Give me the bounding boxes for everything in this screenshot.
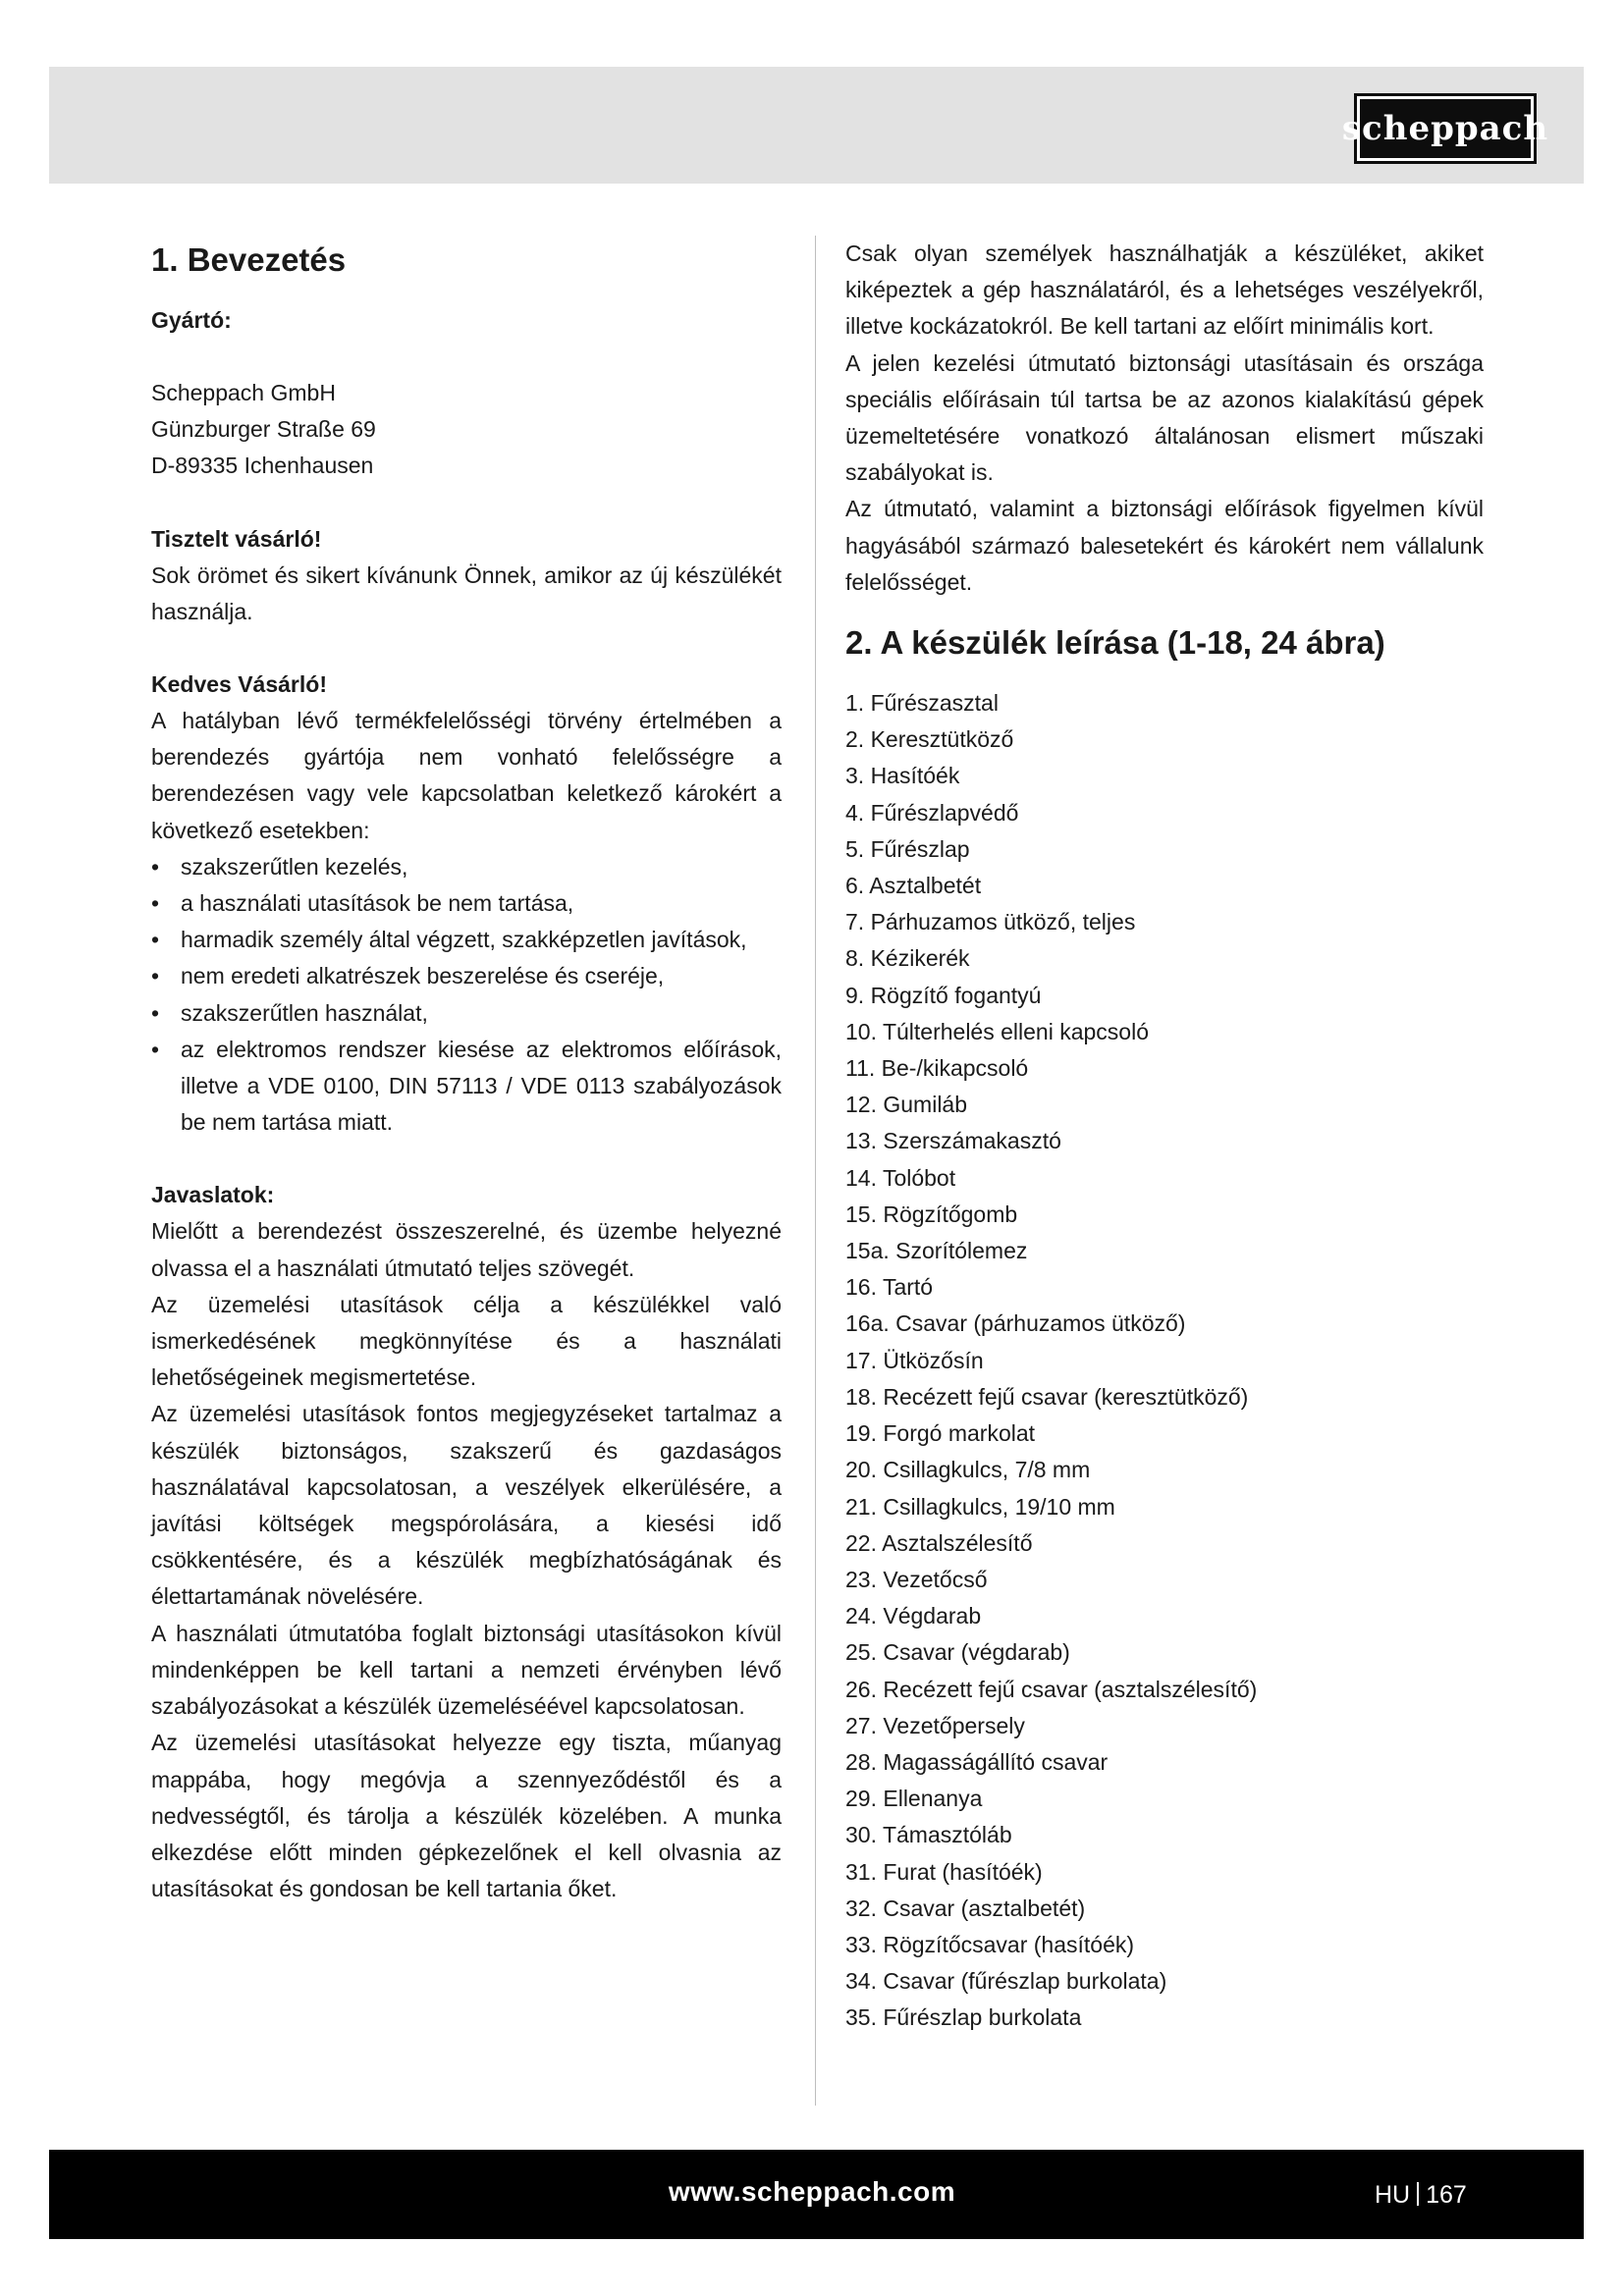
recommendation-paragraph: Az üzemelési utasításokat helyezze egy tiszta, műanyag mappába, hogy megóvja a szennyeződéstől és a nedvességtől, és tárolja a készülék közelében. A munka elkezdése előtt minden gépkezelőnek el kell olvasnia az utasításokat és gondosan be kell tartania őket. (151, 1730, 782, 1902)
list-item: 16a. Csavar (párhuzamos ütköző) (845, 1310, 1186, 1337)
list-item: • az elektromos rendszer kiesése az elektromos előírások, illetve a VDE 0100, DIN 57113 / VDE 0113 szabályozások be nem tartása miatt. (151, 1032, 782, 1142)
list-item: 15. Rögzítőgomb (845, 1201, 1018, 1227)
recommendation-paragraph: A használati útmutatóba foglalt biztonsági utasításokon kívül mindenképpen be kell tartani a nemzeti érvényben lévő szabályozásokat a készülék üzemeléséével kapcsolatosan. (151, 1620, 782, 1720)
list-item: 18. Recézett fejű csavar (keresztütköző) (845, 1383, 1249, 1410)
list-item: 21. Csillagkulcs, 19/10 mm (845, 1493, 1115, 1520)
page-number: 167 (1426, 2181, 1467, 2209)
list-item: 23. Vezetőcső (845, 1566, 988, 1592)
list-item: 3. Hasítóék (845, 763, 960, 789)
list-item: 32. Csavar (asztalbetét) (845, 1895, 1086, 1921)
liability-text: A hatályban lévő termékfelelősségi törvény értelmében a berendezés gyártója nem vonható felelősségre a berendezésen vagy vele kapcsolatban keletkező károkért a következő esetekben: (151, 708, 782, 843)
list-item: 25. Csavar (végdarab) (845, 1639, 1070, 1666)
list-item: 8. Kézikerék (845, 945, 970, 972)
recommendation-paragraph: Az üzemelési utasítások célja a készülékkel való ismerkedésének megkönnyítése és a használati lehetőségeinek megismertetése. (151, 1291, 782, 1391)
language-code: HU (1375, 2181, 1411, 2209)
list-item: 35. Fűrészlap burkolata (845, 2004, 1082, 2031)
address-line: D-89335 Ichenhausen (151, 453, 374, 479)
list-item: 12. Gumiláb (845, 1092, 968, 1118)
list-item: 10. Túlterhelés elleni kapcsoló (845, 1018, 1149, 1044)
list-item: 19. Forgó markolat (845, 1420, 1036, 1447)
list-item: 30. Támasztóláb (845, 1822, 1012, 1848)
list-item: • harmadik személy által végzett, szakképzetlen javítások, (151, 922, 782, 958)
list-item: 27. Vezetőpersely (845, 1712, 1025, 1738)
list-item: 16. Tartó (845, 1274, 934, 1301)
intro-paragraph: Az útmutató, valamint a biztonsági előírások figyelmen kívül hagyásából származó balesetekért és károkért nem vállalunk felelősséget. (845, 496, 1484, 595)
footer-website-link[interactable]: www.scheppach.com (668, 2176, 956, 2207)
list-item: 2. Keresztütköző (845, 726, 1014, 753)
list-item: 13. Szerszámakasztó (845, 1128, 1061, 1154)
brand-text: scheppach (1341, 109, 1549, 148)
left-column (151, 236, 782, 1907)
intro-paragraph: Csak olyan személyek használhatják a készüléket, akiket kiképeztek a gép használatáról, és a lehetséges veszélyekről, illetve kockázatokról. Be kell tartani az előírt minimális kort. (845, 240, 1484, 340)
list-item: 29. Ellenanya (845, 1786, 983, 1812)
section-title-description: 2. A készülék leírása (1-18, 24 ábra) (845, 624, 1385, 662)
list-item: 9. Rögzítő fogantyú (845, 982, 1042, 1008)
list-item: 31. Furat (hasítóék) (845, 1858, 1043, 1885)
list-item: 11. Be-/kikapcsoló (845, 1055, 1029, 1082)
intro-paragraph: A jelen kezelési útmutató biztonsági utasításain és országa speciális előírásain túl tartsa be az azonos kialakítású gépek üzemeltetésére vonatkozó általánosan elismert műszaki szabályokat is. (845, 349, 1484, 486)
page-indicator (1375, 2181, 1467, 2210)
greeting-text: Sok örömet és sikert kívánunk Önnek, amikor az új készülékét használja. (151, 561, 782, 624)
list-item: 4. Fűrészlapvédő (845, 799, 1019, 826)
address-line: Günzburger Straße 69 (151, 416, 376, 443)
list-item: 15a. Szorítólemez (845, 1238, 1028, 1264)
list-item: • a használati utasítások be nem tartása, (151, 885, 782, 922)
list-item: 22. Asztalszélesítő (845, 1529, 1033, 1556)
list-item: • szakszerűtlen kezelés, (151, 849, 782, 885)
manufacturer-label: Gyártó: (151, 307, 232, 333)
list-item: 1. Fűrészasztal (845, 690, 999, 717)
separator (1417, 2182, 1419, 2206)
scheppach-logo (1341, 93, 1549, 164)
section-title-introduction: 1. Bevezetés (151, 241, 347, 278)
liability-list (151, 849, 782, 1142)
right-column (845, 236, 1484, 2037)
list-item: 14. Tolóbot (845, 1164, 956, 1191)
list-item: 26. Recézett fejű csavar (asztalszélesítő) (845, 1676, 1258, 1702)
liability-title: Kedves Vásárló! (151, 671, 327, 698)
list-item: 28. Magasságállító csavar (845, 1748, 1109, 1775)
list-item: 33. Rögzítőcsavar (hasítóék) (845, 1931, 1135, 1957)
recommendation-paragraph: Az üzemelési utasítások fontos megjegyzéseket tartalmaz a készülék biztonságos, szakszerű és gazdaságos használatával kapcsolatosan, a veszélyek elkerülésére, a javítási költségek megspórolására, a kiesési idő csökkentésére, és a készülék megbízhatóságának és élettartamának növelésére. (151, 1401, 782, 1610)
column-divider (815, 236, 816, 2106)
list-item: 7. Párhuzamos ütköző, teljes (845, 909, 1136, 935)
address-line: Scheppach GmbH (151, 380, 336, 405)
list-item: • nem eredeti alkatrészek beszerelése és cseréje, (151, 958, 782, 994)
list-item: • szakszerűtlen használat, (151, 995, 782, 1032)
parts-list (845, 685, 1484, 2037)
greeting-title: Tisztelt vásárló! (151, 525, 322, 552)
recommendations-title: Javaslatok: (151, 1182, 275, 1208)
list-item: 17. Ütközősín (845, 1347, 984, 1373)
list-item: 5. Fűrészlap (845, 835, 970, 862)
list-item: 24. Végdarab (845, 1603, 982, 1629)
list-item: 34. Csavar (fűrészlap burkolata) (845, 1968, 1167, 1995)
list-item: 20. Csillagkulcs, 7/8 mm (845, 1457, 1091, 1483)
recommendation-paragraph: Mielőtt a berendezést összeszerelné, és üzembe helyezné olvassa el a használati útmutató teljes szövegét. (151, 1218, 782, 1281)
list-item: 6. Asztalbetét (845, 873, 982, 899)
